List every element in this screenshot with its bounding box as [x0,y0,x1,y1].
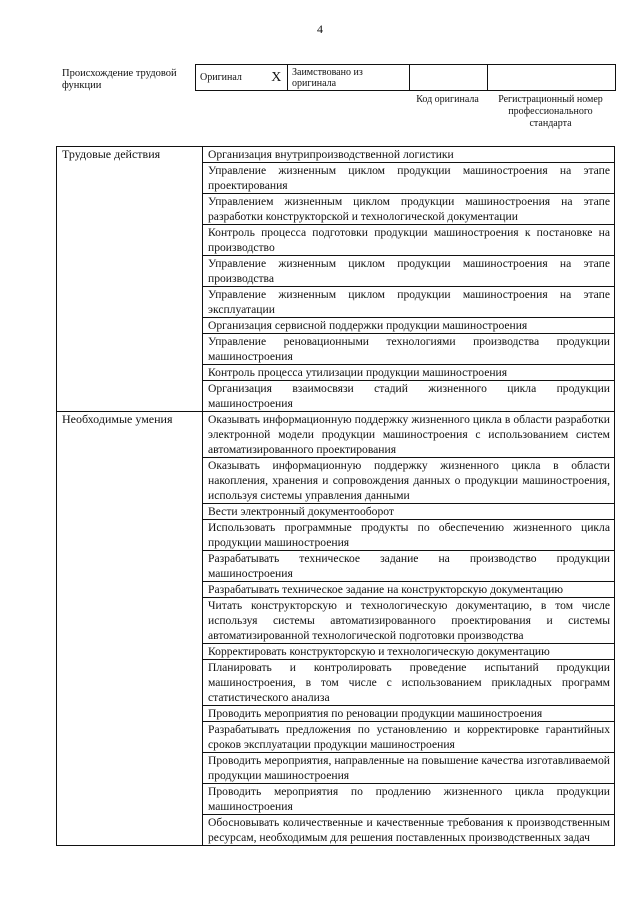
table-cell-item: Разрабатывать техническое задание на производство продукции машиностроения [203,551,615,582]
origin-mark: X [266,65,288,91]
table-cell-item: Читать конструкторскую и технологическую документацию, в том числе используя системы автоматизированного проектирования и системы автоматизированной технологической подготовки производства [203,598,615,644]
table-cell-item: Обосновывать количественные и качественные требования к производственным ресурсам, необходимым для решения поставленных производственных задач [203,815,615,846]
table-row [57,412,615,458]
table-cell-item: Организация взаимосвязи стадий жизненного цикла продукции машиностроения [203,381,615,412]
table-cell-item: Управление жизненным циклом продукции машиностроения на этапе производства [203,256,615,287]
origin-label: Происхождение трудовой функции [62,68,177,91]
table-cell-item: Управление жизненным циклом продукции машиностроения на этапе проектирования [203,163,615,194]
table-cell-item: Контроль процесса утилизации продукции машиностроения [203,365,615,381]
table-cell-item: Проводить мероприятия по реновации продукции машиностроения [203,706,615,722]
table-cell-item: Управление жизненным циклом продукции машиностроения на этапе эксплуатации [203,287,615,318]
table-cell-item: Управление реновационными технологиями производства продукции машиностроения [203,334,615,365]
table-cell-item: Планировать и контролировать проведение испытаний продукции машиностроения, в том числе с использованием прикладных программ статистического анализа [203,660,615,706]
table-cell-item: Проводить мероприятия, направленные на повышение качества изготавливаемой продукции машиностроения [203,753,615,784]
table-cell-item: Организация сервисной поддержки продукции машиностроения [203,318,615,334]
origin-original-cell: Оригинал [196,65,266,91]
origin-borrowed-cell: Заимствовано из оригинала [288,65,410,91]
origin-code-cell [410,65,488,91]
table-cell-item: Оказывать информационную поддержку жизненного цикла в области разработки электронной модели продукции машиностроения с использованием систем автоматизированного проектирования [203,412,615,458]
functions-table [56,146,615,846]
code-label: Код оригинала [416,94,479,105]
table-cell-item: Организация внутрипроизводственной логистики [203,147,615,163]
table-row [57,147,615,163]
table-cell-item: Оказывать информационную поддержку жизненного цикла в области накопления, хранения и сопровождения данных о продукции машиностроения, используя системы управления данными [203,458,615,504]
table-cell-item: Корректировать конструкторскую и технологическую документацию [203,644,615,660]
table-cell-item: Использовать программные продукты по обеспечению жизненного цикла продукции машиностроения [203,520,615,551]
reg-number-label: Регистрационный номер профессионального стандарта [498,94,603,129]
table-cell-item: Разрабатывать техническое задание на конструкторскую документацию [203,582,615,598]
section-title: Трудовые действия [57,147,203,412]
table-cell-item: Управлением жизненным циклом продукции машиностроения на этапе разработки конструкторской и технологической документации [203,194,615,225]
origin-reg-cell [488,65,616,91]
table-cell-item: Разрабатывать предложения по установлению и корректировке гарантийных сроков эксплуатации продукции машиностроения [203,722,615,753]
table-cell-item: Вести электронный документооборот [203,504,615,520]
table-cell-item: Контроль процесса подготовки продукции машиностроения к постановке на производство [203,225,615,256]
section-title: Необходимые умения [57,412,203,846]
table-cell-item: Проводить мероприятия по продлению жизненного цикла продукции машиностроения [203,784,615,815]
page-number: 4 [317,22,323,36]
origin-table [195,64,616,91]
